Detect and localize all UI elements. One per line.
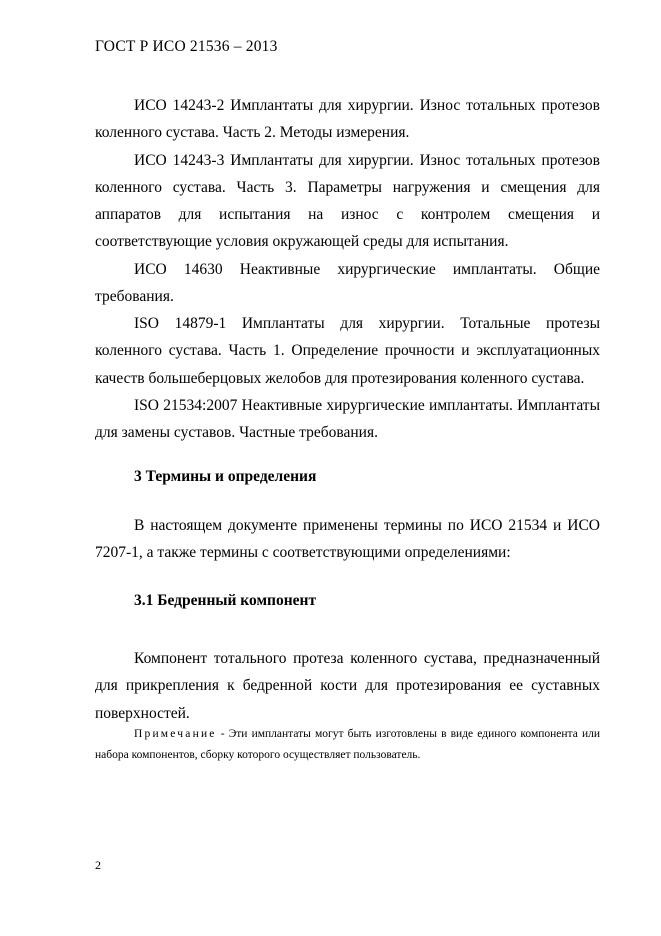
term-definition	[95, 645, 600, 727]
page-number: 2	[95, 858, 101, 872]
term-definition-text: Компонент тотального протеза коленного сустава, предназначенный для прикрепления к бедренной кости для протезирования ее суставных поверхностей.	[95, 650, 600, 722]
note-paragraph	[95, 724, 600, 766]
note-text: Эти имплантаты могут быть изготовлены в виде единого компонента или набора компонентов, сборку которого осуществляет пользователь.	[95, 728, 600, 761]
reference-item	[95, 256, 600, 311]
section-intro-text: В настоящем документе применены термины по ИСО 21534 и ИСО 7207-1, а также термины с соответствующими определениями:	[95, 517, 600, 562]
reference-item	[95, 392, 600, 447]
document-header-title: ГОСТ Р ИСО 21536 – 2013	[95, 38, 278, 55]
note-separator: -	[216, 728, 229, 740]
note-label: Примечание	[134, 728, 217, 740]
reference-text: ИСО 14630 Неактивные хирургические имплантаты. Общие требования.	[95, 260, 600, 305]
reference-text: ISO 21534:2007 Неактивные хирургические имплантаты. Имплантаты для замены суставов. Частные требования.	[95, 397, 600, 442]
reference-item	[95, 92, 600, 147]
subsection-heading: 3.1 Бедренный компонент	[134, 592, 317, 609]
reference-item	[95, 310, 600, 392]
section-intro	[95, 512, 600, 567]
section-heading: 3 Термины и определения	[134, 468, 317, 485]
reference-text: ISO 14879-1 Имплантаты для хирургии. Тотальные протезы коленного сустава. Часть 1. Определение прочности и эксплуатационных качеств большеберцовых желобов для протезирования коленного сустава.	[95, 315, 600, 387]
reference-item	[95, 147, 600, 256]
note	[95, 724, 600, 766]
reference-text: ИСО 14243-3 Имплантаты для хирургии. Износ тотальных протезов коленного сустава. Часть 3. Параметры нагружения и смещения для аппаратов для испытания на износ с контролем смещения и соответствующие условия окружающей среды для испытания.	[95, 151, 600, 251]
reference-text: ИСО 14243-2 Имплантаты для хирургии. Износ тотальных протезов коленного сустава. Часть 2. Методы измерения.	[95, 97, 600, 142]
